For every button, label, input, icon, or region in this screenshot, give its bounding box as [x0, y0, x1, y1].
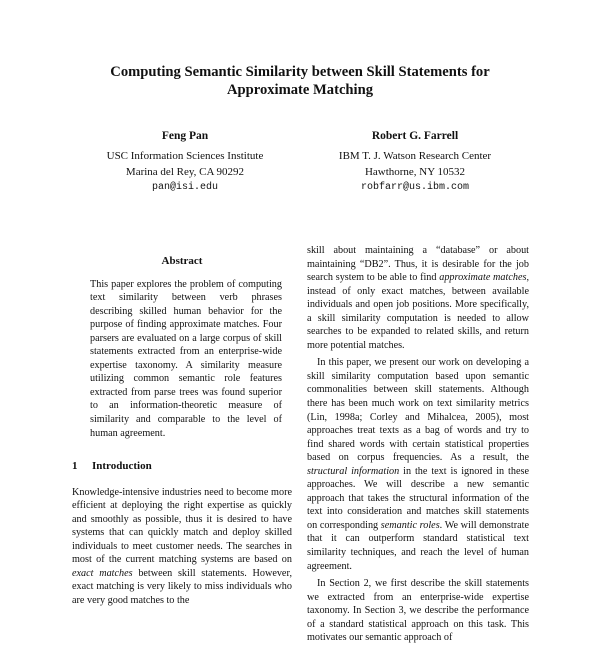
author-email: pan@isi.edu — [151, 182, 218, 193]
emphasis: structural information — [307, 465, 400, 477]
section-number: 1 — [72, 460, 78, 473]
author-affiliation: IBM T. J. Watson Research Center — [338, 150, 492, 162]
text-run: in the text is ignored in these approaches. We will describe a new semantic approach that takes the structural information of the text into consideration and matches skill statements on corresponding — [307, 465, 529, 531]
right-column — [307, 244, 529, 645]
section-heading — [72, 460, 292, 474]
body-paragraph: In Section 2, we first describe the skill statements we extracted from an enterprise-wide expertise taxonomy. In Section 3, we describe the performance of a standard statistical approach on this task. This motivates our semantic approach of — [307, 578, 529, 644]
emphasis: exact matches — [72, 567, 133, 579]
abstract-heading: Abstract — [161, 255, 203, 267]
author-address: Marina del Rey, CA 90292 — [125, 166, 245, 178]
intro-paragraph — [72, 486, 292, 608]
abstract-text: This paper explores the problem of computing text similarity between verb phrases describing skilled human behavior for the purpose of finding approximate matches. Four parsers are evaluated on a large corpus of skill statements extracted from an enterprise-wide expertise taxonomy. A similarity measure utilizing common semantic role features extracted from parse trees was found superior to an information-theoretic measure of similarity and comparable to the level of human agreement. — [90, 278, 282, 439]
body-paragraph — [307, 356, 529, 573]
text-run: . We will demonstrate that it can outperform standard statistical text similarity techniques, and reach the level of human agreement. — [307, 519, 529, 572]
author-block-2 — [300, 128, 530, 196]
text-run: , instead of only exact matches, between available individuals and open job positions. More specifically, a skill similarity computation is needed to allow searches to be expanded to related skills, and return more potential matches. — [307, 272, 529, 351]
emphasis: semantic roles — [380, 519, 440, 531]
section-title: Introduction — [92, 460, 152, 473]
author-block-1 — [80, 128, 290, 196]
body-paragraph — [307, 244, 529, 352]
author-email: robfarr@us.ibm.com — [360, 182, 470, 193]
text-run: skill about maintaining a “database” or about maintaining “DB2”. Thus, it is desirable for the job search system to be able to find — [307, 245, 529, 284]
author-affiliation: USC Information Sciences Institute — [106, 150, 264, 162]
text-run: between skill statements. However, exact matching is very likely to miss individuals who are very good matches to the — [72, 567, 292, 607]
text-run: Knowledge-intensive industries need to become more efficient at deploying the right expertise as quickly and smoothly as possible, thus it is desired to have systems that can quickly match and deploy skilled individuals to meet customer needs. The searches in most of the current matching systems are based on — [72, 486, 292, 566]
author-address: Hawthorne, NY 10532 — [364, 166, 466, 178]
author-name: Robert G. Farrell — [371, 130, 459, 142]
text-run: In this paper, we present our work on developing a skill similarity computation based upon semantic commonalities between skill statements. Although there has been much work on text similarity metrics (Lin, 1998a; Corley and Mihalcea, 2005), most approaches treat texts as a bag of words and try to find shared words with certain statistical properties based on corpus frequencies. As a result, the — [307, 357, 529, 464]
emphasis: approximate matches — [439, 272, 527, 284]
paper-title: Computing Semantic Similarity between Skill Statements for Approximate Matching — [110, 64, 490, 98]
author-name: Feng Pan — [161, 130, 209, 142]
left-column — [72, 255, 292, 608]
